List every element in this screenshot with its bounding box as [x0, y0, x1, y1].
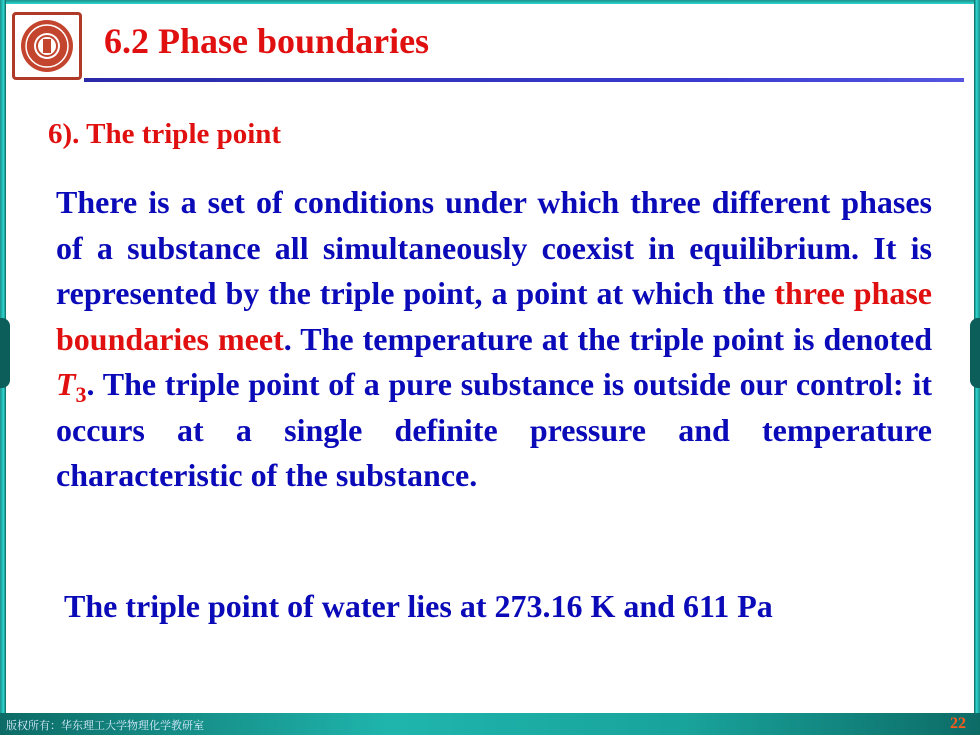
- frame-top: [0, 0, 980, 4]
- university-seal-icon: [12, 12, 82, 80]
- paragraph-text-3: . The triple point of a pure substance is outside our control: it occurs at a single definite pressure and temperature characteristic of the substance.: [56, 366, 932, 493]
- slide-title: 6.2 Phase boundaries: [104, 21, 430, 61]
- paragraph-highlight: three phase boundaries meet: [56, 275, 933, 357]
- body-paragraph: [56, 180, 932, 499]
- temperature-symbol-subscript: 3: [75, 382, 87, 407]
- title-underline: [84, 78, 964, 82]
- paragraph-text-1: There is a set of conditions under which three different phases of a substance all simultaneously coexist in equilibrium. It is represented by the triple point, a point at which the: [56, 184, 932, 311]
- water-triple-point-statement: The triple point of water lies at 273.16 K and 611 Pa: [64, 588, 773, 624]
- footer-copyright: 版权所有：华东理工大学物理化学教研室: [6, 719, 204, 732]
- frame-notch-left: [0, 318, 10, 388]
- page-number: 22: [950, 715, 966, 732]
- temperature-symbol-letter: T: [56, 366, 76, 402]
- frame-notch-right: [970, 318, 980, 388]
- paragraph-text-2: . The temperature at the triple point is denoted: [283, 320, 933, 357]
- footer-bar: [0, 713, 980, 735]
- temperature-symbol: [56, 366, 87, 407]
- section-heading: 6). The triple point: [48, 118, 282, 150]
